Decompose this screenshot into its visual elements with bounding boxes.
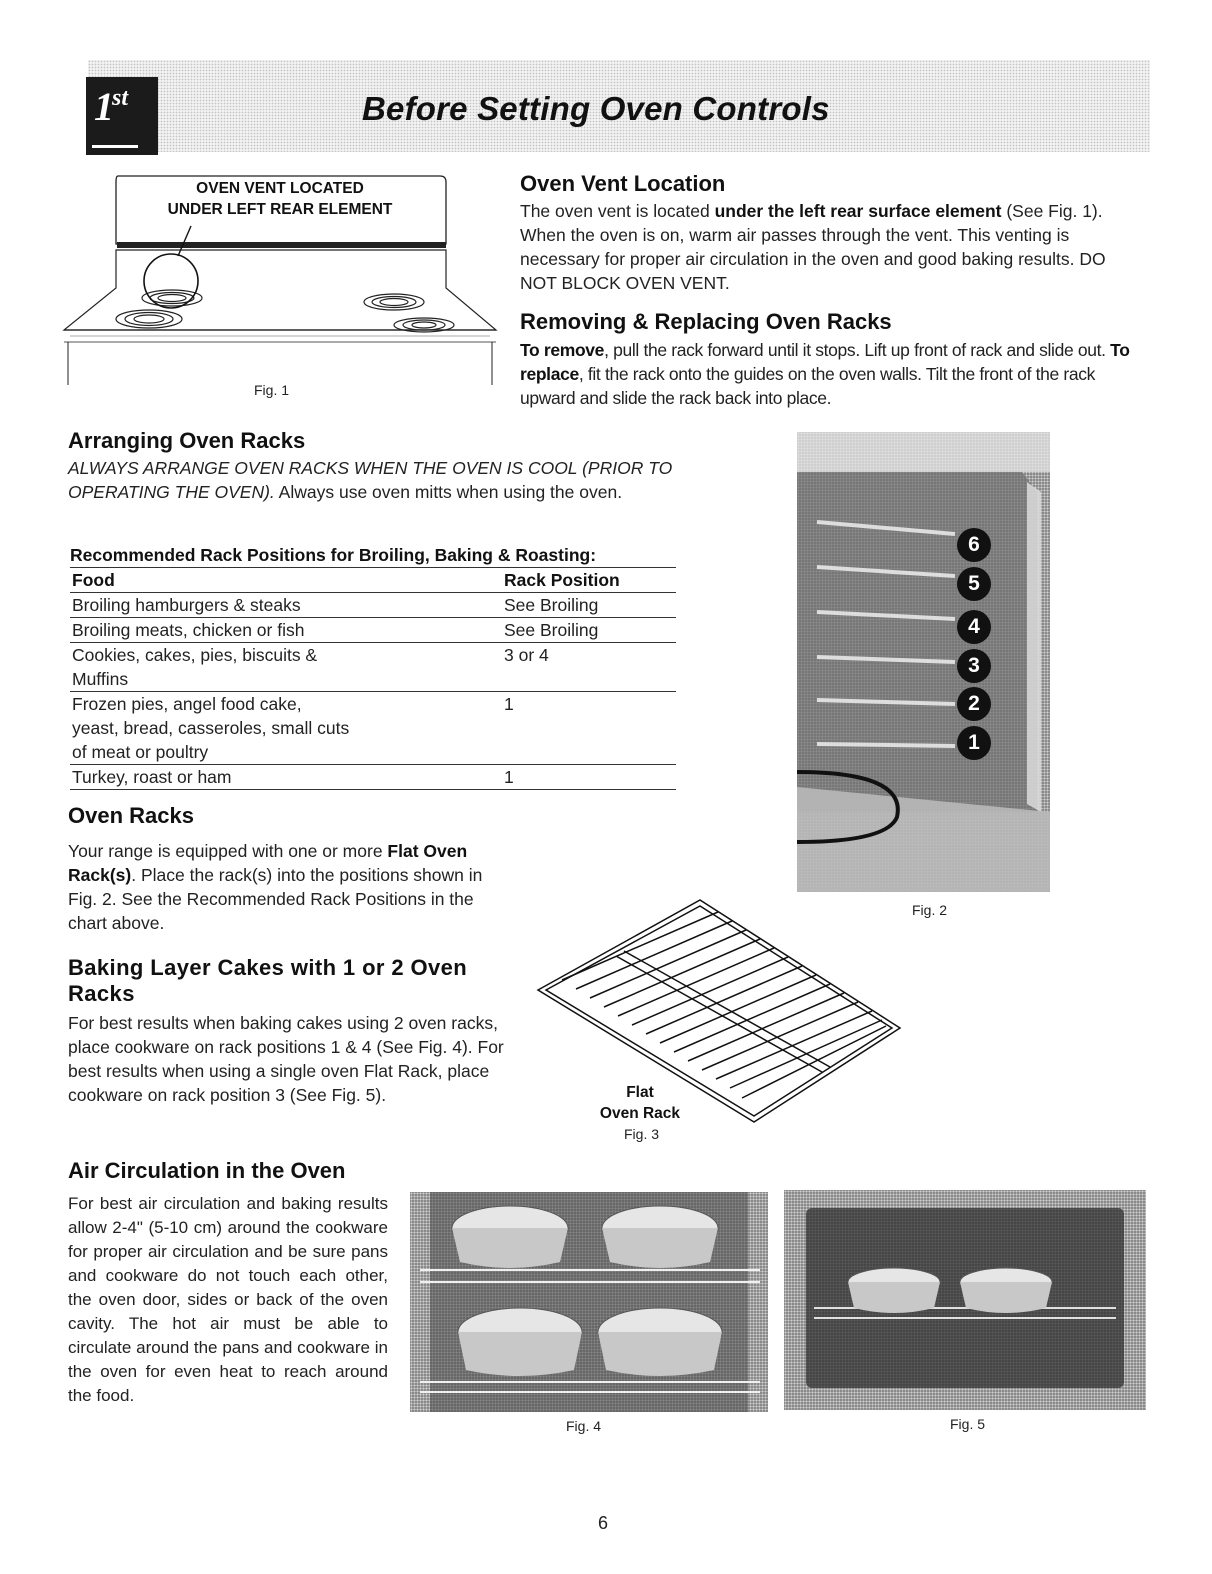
badge-superscript: st xyxy=(112,85,129,111)
rack-position-4: 4 xyxy=(957,610,991,644)
vent-heading: Oven Vent Location xyxy=(520,171,726,196)
vent-label xyxy=(60,178,500,220)
fig2-photo xyxy=(797,432,1050,892)
vent-text-c: (See Fig. 1). When the oven is on, warm air passes through the vent. This venting is necessary for proper air circulation in the oven and good baking results. DO NOT BLOCK OVEN VENT. xyxy=(520,201,1106,293)
oven-racks-text-a: Your range is equipped with one or more xyxy=(68,841,388,861)
rack-position-5: 5 xyxy=(957,567,991,601)
flat-oven-rack-label xyxy=(580,1082,700,1124)
table-row xyxy=(70,643,676,692)
removing-paragraph xyxy=(520,338,1148,410)
first-step-badge xyxy=(86,77,158,155)
arranging-paragraph xyxy=(68,456,678,504)
removing-heading: Removing & Replacing Oven Racks xyxy=(520,309,892,334)
arranging-heading: Arranging Oven Racks xyxy=(68,428,306,453)
table-row xyxy=(70,692,676,765)
rack-position-1: 1 xyxy=(957,726,991,760)
oven-single-rack-drawing xyxy=(784,1190,1146,1410)
rack-cell: See Broiling xyxy=(504,595,599,615)
badge-underline xyxy=(92,145,138,148)
fig5-photo xyxy=(784,1190,1146,1410)
table-row xyxy=(70,765,676,790)
rack-position-6: 6 xyxy=(957,528,991,562)
layer-cakes-paragraph: For best results when baking cakes using 2 oven racks, place cookware on rack positions 1 & 4 (See Fig. 4). For best results when using a single oven Flat Rack, place cookware on rack position 3 (See Fig. 5). xyxy=(68,1013,504,1105)
rack-cell: 1 xyxy=(504,767,514,787)
oven-interior-drawing xyxy=(797,432,1050,892)
food-cell: Turkey, roast or ham xyxy=(72,767,232,787)
fig1-caption: Fig. 1 xyxy=(254,382,290,398)
to-remove-label: To remove xyxy=(520,340,605,360)
oven-two-racks-drawing xyxy=(410,1192,768,1412)
flat-label-line1: Flat xyxy=(626,1084,654,1101)
fig2-caption: Fig. 2 xyxy=(912,902,948,918)
table-header-row xyxy=(70,568,676,593)
removing-text-d: , fit the rack onto the guides on the oven walls. Tilt the front of the rack upward and slide the rack back into place. xyxy=(520,364,1096,408)
arranging-text: Always use oven mitts when using the oven. xyxy=(274,482,623,502)
vent-label-line1: OVEN VENT LOCATED xyxy=(196,180,364,197)
page-title: Before Setting Oven Controls xyxy=(362,90,830,127)
flat-label-line2: Oven Rack xyxy=(599,1105,681,1122)
vent-text-a: The oven vent is located xyxy=(520,201,715,221)
rack-position-table xyxy=(70,543,676,790)
food-cell: Broiling hamburgers & steaks xyxy=(72,595,301,615)
vent-text-bold: under the left rear surface element xyxy=(714,201,1002,221)
oven-racks-text-bold: Flat Oven Rack(s) xyxy=(68,841,468,885)
vent-paragraph xyxy=(520,199,1130,295)
layer-cakes-heading: Baking Layer Cakes with 1 or 2 Oven Racks xyxy=(68,955,468,1006)
fig3-illustration xyxy=(532,898,912,1130)
badge-number: 1 xyxy=(94,84,114,129)
table-title: Recommended Rack Positions for Broiling, Baking & Roasting: xyxy=(70,543,676,568)
arranging-caution: ALWAYS ARRANGE OVEN RACKS WHEN THE OVEN IS COOL (PRIOR TO OPERATING THE OVEN). xyxy=(68,458,673,502)
col-food: Food xyxy=(72,570,115,590)
rack-table xyxy=(70,568,676,790)
oven-racks-paragraph xyxy=(68,839,512,935)
food-cell: Cookies, cakes, pies, biscuits & Muffins xyxy=(72,645,318,689)
air-heading: Air Circulation in the Oven xyxy=(68,1158,346,1183)
fig4-caption: Fig. 4 xyxy=(566,1418,602,1434)
table-row xyxy=(70,593,676,618)
rack-cell: 1 xyxy=(504,694,514,714)
page-number: 6 xyxy=(598,1513,609,1533)
oven-racks-heading: Oven Racks xyxy=(68,803,194,828)
vent-label-line2: UNDER LEFT REAR ELEMENT xyxy=(167,201,393,218)
removing-text-b: , pull the rack forward until it stops. Lift up front of rack and slide out. xyxy=(604,340,1111,360)
rack-cell: 3 or 4 xyxy=(504,645,549,665)
rack-cell: See Broiling xyxy=(504,620,599,640)
fig4-photo xyxy=(410,1192,768,1412)
oven-racks-text-c: . Place the rack(s) into the positions shown in Fig. 2. See the Recommended Rack Positions in the chart above. xyxy=(68,865,483,933)
rack-position-3: 3 xyxy=(957,649,991,683)
rack-position-2: 2 xyxy=(957,687,991,721)
col-rack: Rack Position xyxy=(504,570,620,590)
to-replace-label: To replace xyxy=(520,340,1130,384)
fig1-illustration xyxy=(60,170,500,405)
food-cell: Frozen pies, angel food cake, yeast, bread, casseroles, small cuts of meat or poultry xyxy=(72,694,350,762)
table-row xyxy=(70,618,676,643)
air-paragraph: For best air circulation and baking results allow 2-4" (5-10 cm) around the cookware for proper air circulation and be sure pans and cookware do not touch each other, the oven door, sides or back of the oven cavity. The hot air must be able to circulate around the pans and cookware in the oven for even heat to reach around the food. xyxy=(68,1194,388,1405)
food-cell: Broiling meats, chicken or fish xyxy=(72,620,305,640)
fig5-caption: Fig. 5 xyxy=(950,1416,986,1432)
fig3-caption: Fig. 3 xyxy=(624,1126,660,1142)
